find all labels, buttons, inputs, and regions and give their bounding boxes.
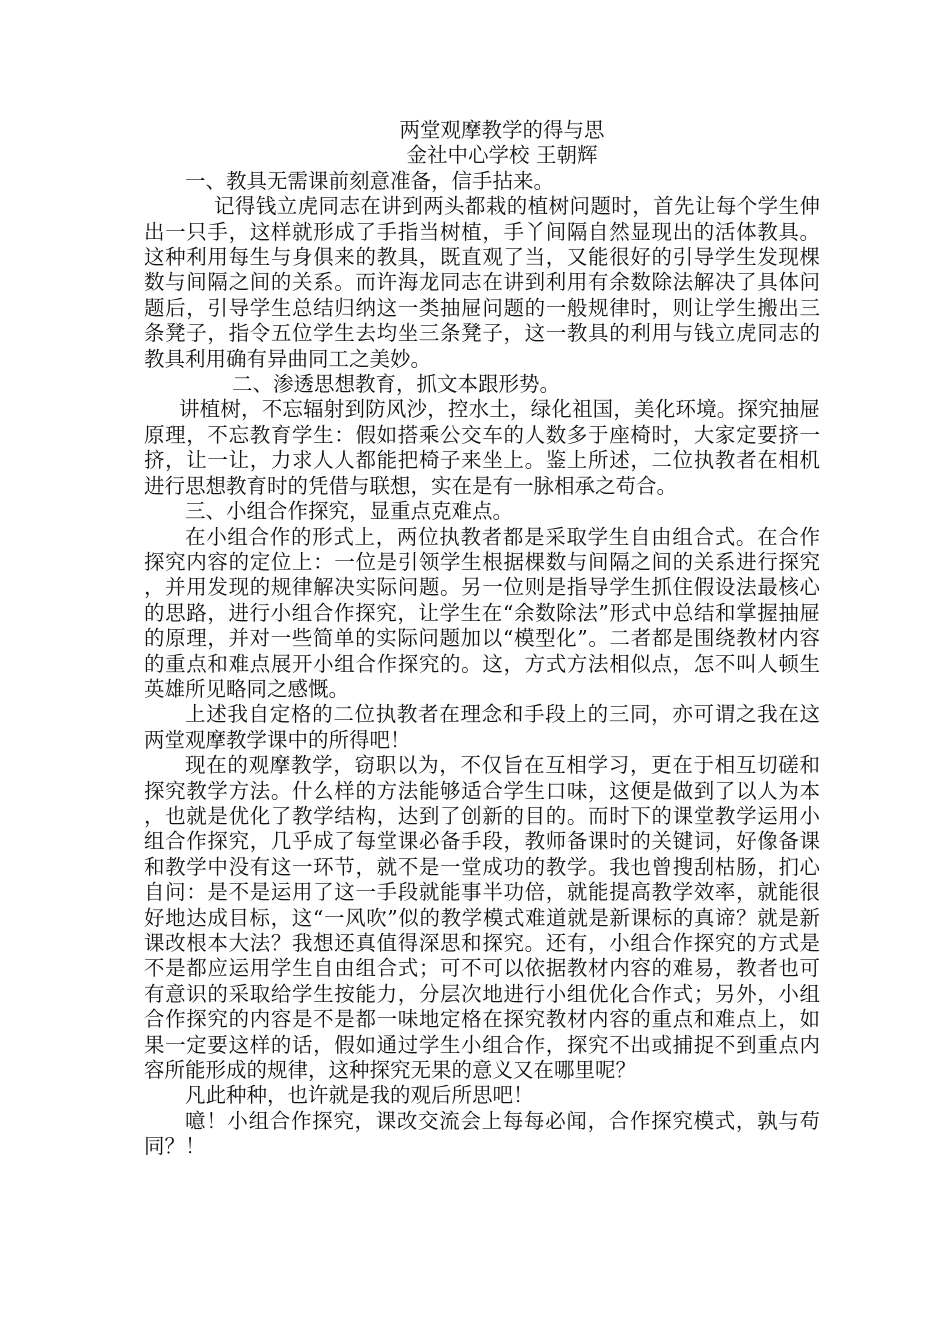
paragraph: 讲植树，不忘辐射到防风沙，控水土，绿化祖国，美化环境。探究抽屉原理，不忘教育学生：假如搭乘公交车的人数多于座椅时，大家定要挤一挤，让一让，力求人人都能把椅子来坐上。鉴上所述，二位执教者在相机进行思想教育时的凭借与联想，实在是有一脉相承之苟合。 xyxy=(144,397,820,498)
paragraph: 凡此种种，也许就是我的观后所思吧！ xyxy=(185,1083,534,1108)
paragraph: 在小组合作的形式上，两位执教者都是采取学生自由组合式。在合作探究内容的定位上：一位是引领学生根据棵数与间隔之间的关系进行探究，并用发现的规律解决实际问题。另一位则是指导学生抓住假设法最核心的思路，进行小组合作探究，让学生在“余数除法”形式中总结和掌握抽屉的原理，并对一些简单的实际问题加以“模型化”。二者都是围绕教材内容的重点和难点展开小组合作探究的。这，方式方法相似点，怎不叫人顿生英雄所见略同之感慨。 xyxy=(144,524,820,701)
document-page xyxy=(144,118,820,1160)
document-author: 金社中心学校 王朝辉 xyxy=(406,143,598,168)
paragraph: 上述我自定格的二位执教者在理念和手段上的三同，亦可谓之我在这两堂观摩教学课中的所得吧！ xyxy=(144,702,820,752)
section-heading-1: 一、教具无需课前刻意准备，信手拈来。 xyxy=(185,168,554,193)
paragraph: 记得钱立虎同志在讲到两头都栽的植树问题时，首先让每个学生伸出一只手，这样就形成了手指当树植，手丫间隔自然显现出的活体教具。这种利用每生与身俱来的教具，既直观了当，又能很好的引导学生发现棵数与间隔之间的关系。而许海龙同志在讲到利用有余数除法解决了具体问题后，引导学生总结归纳这一类抽屉问题的一般规律时，则让学生搬出三条凳子，指令五位学生去均坐三条凳子，这一教具的利用与钱立虎同志的教具利用确有异曲同工之美妙。 xyxy=(144,194,820,371)
paragraph: 现在的观摩教学，窃职以为，不仅旨在互相学习，更在于相互切磋和探究教学方法。什么样的方法能够适合学生口味，这便是做到了以人为本，也就是优化了教学结构，达到了创新的目的。而时下的课堂教学运用小组合作探究，几乎成了每堂课必备手段，教师备课时的关键词，好像备课和教学中没有这一环节，就不是一堂成功的教学。我也曾搜刮枯肠，扪心自问：是不是运用了这一手段就能事半功倍，就能提高教学效率，就能很好地达成目标，这“一风吹”似的教学模式难道就是新课标的真谛？就是新课改根本大法？我想还真值得深思和探究。还有，小组合作探究的方式是不是都应运用学生自由组合式；可不可以依据教材内容的难易，教者也可有意识的采取给学生按能力，分层次地进行小组优化合作式；另外，小组合作探究的内容是不是都一味地定格在探究教材内容的重点和难点上，如果一定要这样的话，假如通过学生小组合作，探究不出或捕捉不到重点内容所能形成的规律，这种探究无果的意义又在哪里呢？ xyxy=(144,753,820,1083)
paragraph: 噫！小组合作探究，课改交流会上每每必闻，合作探究模式，孰与苟同？！ xyxy=(144,1108,820,1159)
section-heading-3: 三、小组合作探究，显重点克难点。 xyxy=(185,499,513,524)
section-heading-2: 二、渗透思想教育，抓文本跟形势。 xyxy=(232,372,560,397)
document-title: 两堂观摩教学的得与思 xyxy=(399,118,605,142)
